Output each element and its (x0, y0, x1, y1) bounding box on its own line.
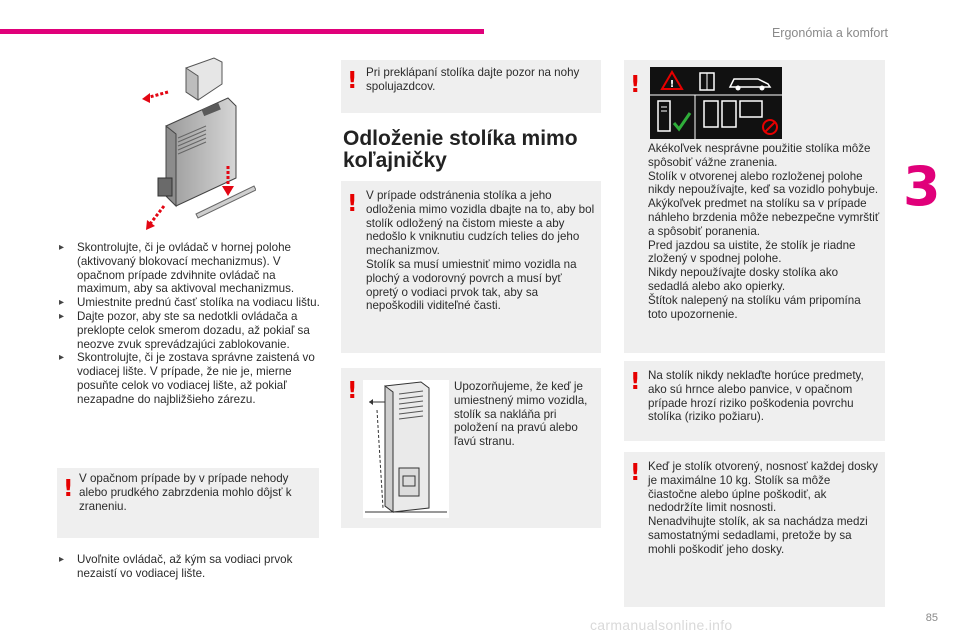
header-accent-rule (0, 29, 484, 34)
list-item: ▸ Uvoľnite ovládač, až kým sa vodiaci prvok nezaistí vo vodiacej lište. (59, 553, 293, 580)
warning-icon: ! (630, 369, 641, 395)
warning-icon: ! (347, 378, 358, 404)
bullet-icon: ▸ (59, 554, 65, 565)
warning-icon: ! (630, 460, 641, 486)
warning-text: Akékoľvek nesprávne použitie stolíka môže spôsobiť vážne zranenia. Stolík v otvorenej alebo rozloženej polohe nikdy nepoužívajte, keď sa vozidlo pohybuje. Akýkoľvek predmet na stolíku sa v prípade náhleho brzdenia môže nebezpečne vymrštiť a spôsobiť poranenia. Pred jazdou sa uistite, že stolík je riadne zložený v spodnej polohe. Nikdy nepoužívajte dosky stolíka ako sedadlá alebo ako opierky. Štítok nalepený na stolíku vám pripomína toto upozornenie. (648, 142, 880, 321)
warning-icon: ! (63, 476, 74, 502)
table-tilt-illustration (363, 380, 449, 518)
bullet-icon: ▸ (59, 242, 65, 253)
warning-icon: ! (347, 68, 358, 94)
page-number: 85 (925, 612, 938, 624)
bullet-icon: ▸ (59, 297, 65, 309)
bullet-icon: ▸ (59, 310, 65, 322)
load-limit-warning-box (624, 452, 885, 607)
warning-text: V prípade odstránenia stolíka a jeho odloženia mimo vozidla dbajte na to, aby bol stolík odložený na čistom mieste a aby nedošlo k vniknutiu cudzích telies do jeho mechanizmov. Stolík sa musí umiestniť mimo vozidla na plochý a vodorovný povrch a musí byť opretý o vodiaci prvok tak, aby sa nepoškodili viditeľné časti. (366, 189, 595, 313)
left-warning-box (57, 468, 319, 538)
bullet-icon: ▸ (59, 352, 65, 364)
warning-icon: ! (630, 72, 641, 98)
table-safety-label-icon (650, 67, 782, 139)
chapter-number: 3 (903, 155, 941, 218)
table-insert-illustration (136, 56, 256, 236)
warning-text: Pri preklápaní stolíka dajte pozor na nohy spolujazdcov. (366, 66, 580, 93)
left-steps (59, 241, 321, 407)
left-final-step (59, 553, 321, 581)
svg-text:!: ! (669, 79, 675, 90)
warning-text: Keď je stolík otvorený, nosnosť každej dosky je maximálne 10 kg. Stolík sa môže čiastočne alebo úplne poškodiť, ak nedodržíte limit nosnosti. Nenadvihujte stolík, ak sa nachádza medzi samostatnými sedadlami, pretože by sa mohli poškodiť jeho dosky. (648, 460, 878, 556)
warning-text: V opačnom prípade by v prípade nehody alebo prudkého zabrzdenia mohlo dôjsť k zraneniu. (79, 472, 292, 513)
tilt-note-box (341, 368, 601, 528)
hot-objects-warning-box (624, 361, 885, 441)
chapter-title: Ergonómia a komfort (771, 26, 888, 40)
list-item: ▸ Skontrolujte, či je zostava správne zaistená vo vodiacej lište. V prípade, že nie je, mierne posuňte celok vo vodiacej lište, až pokiaľ nezapadne do najbližšieho zárezu. (59, 351, 315, 406)
list-item: ▸ Skontrolujte, či je ovládač v hornej polohe (aktivovaný blokovací mechanizmus). V opačnom prípade zdvihnite ovládač na maximum, aby sa aktivoval mechanizmus. (59, 241, 295, 296)
warning-text: Na stolík nikdy neklaďte horúce predmety, ako sú hrnce alebo panvice, v opačnom prípade hrozí riziko poškodenia povrchu stolíka (riziko požiaru). (648, 369, 864, 424)
legroom-warning-box (341, 60, 601, 113)
warning-icon: ! (347, 191, 358, 217)
list-item: ▸ Umiestnite prednú časť stolíka na vodiacu lištu. (59, 296, 320, 310)
section-title: Odloženie stolíka mimo koľajničky (343, 127, 578, 172)
watermark: carmanualsonline.info (590, 617, 733, 633)
removal-warning-box (341, 181, 601, 353)
note-text: Upozorňujeme, že keď je umiestnený mimo vozidla, stolík sa nakláňa pri položení na pravú alebo ľavú stranu. (454, 380, 588, 449)
list-item: ▸ Dajte pozor, aby ste sa nedotkli ovládača a preklopte celok smerom dozadu, až pokiaľ sa neozve zvuk sprevádzajúci zablokovanie. (59, 309, 310, 351)
